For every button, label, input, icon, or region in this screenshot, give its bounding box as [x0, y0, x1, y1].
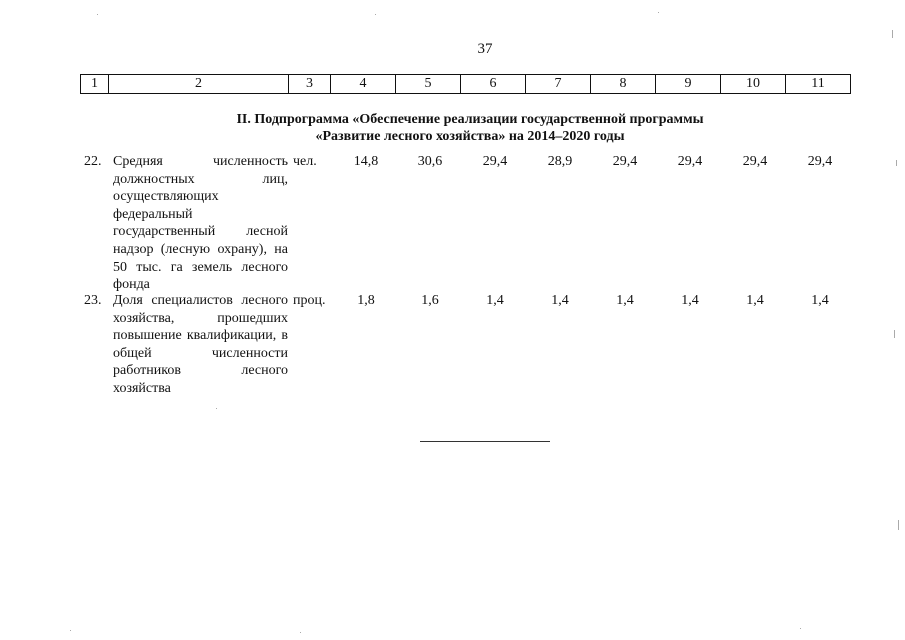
value-cell: 28,9 [547, 154, 573, 169]
value-cell: 1,8 [357, 293, 375, 308]
value-cell: 1,4 [486, 293, 504, 308]
section-title [160, 111, 780, 145]
scan-speck [894, 330, 895, 338]
value-cell: 1,4 [811, 293, 829, 308]
value-cell: 29,4 [742, 154, 768, 169]
scan-speck [375, 14, 376, 15]
row-number: 23. [84, 293, 102, 308]
scan-speck [898, 520, 899, 530]
end-separator-line [420, 441, 550, 442]
value-cell: 1,4 [551, 293, 569, 308]
value-cell: 1,4 [746, 293, 764, 308]
column-header: 6 [461, 75, 526, 94]
scan-speck [892, 30, 893, 38]
scan-speck [70, 630, 71, 631]
section-title-line: «Развитие лесного хозяйства» на 2014–2020 годы [315, 129, 625, 144]
value-cell: 1,4 [616, 293, 634, 308]
column-header: 1 [81, 75, 109, 94]
column-header: 8 [591, 75, 656, 94]
column-header: 7 [526, 75, 591, 94]
scan-speck [216, 408, 217, 409]
column-number-header [80, 74, 851, 94]
unit-of-measure: проц. [293, 293, 326, 308]
unit-of-measure: чел. [293, 154, 317, 169]
value-cell: 1,6 [421, 293, 439, 308]
column-header: 11 [786, 75, 851, 94]
scan-speck [300, 632, 301, 633]
indicator-description: Средняя численность должностных лиц, осуществляющих федеральный государственный лесной надзор (лесную охрану), на 50 тыс. га земель лесного фонда [113, 154, 288, 293]
value-cell: 29,4 [807, 154, 833, 169]
indicator-description: Доля специалистов лесного хозяйства, прошедших повышение квалификации, в общей численности работников лесного хозяйства [113, 293, 288, 396]
value-cell: 29,4 [677, 154, 703, 169]
scan-speck [97, 14, 98, 15]
scan-speck [800, 628, 801, 629]
value-cell: 29,4 [482, 154, 508, 169]
page-number: 37 [477, 41, 493, 57]
row-number: 22. [84, 154, 102, 169]
column-header: 9 [656, 75, 721, 94]
column-header: 10 [721, 75, 786, 94]
value-cell: 30,6 [417, 154, 443, 169]
column-header: 3 [289, 75, 331, 94]
value-cell: 29,4 [612, 154, 638, 169]
value-cell: 1,4 [681, 293, 699, 308]
section-title-line: II. Подпрограмма «Обеспечение реализации государственной программы [236, 112, 704, 127]
scan-speck [658, 12, 659, 13]
value-cell: 14,8 [353, 154, 379, 169]
scan-speck [896, 160, 897, 166]
column-header: 2 [109, 75, 289, 94]
column-header: 5 [396, 75, 461, 94]
column-header: 4 [331, 75, 396, 94]
